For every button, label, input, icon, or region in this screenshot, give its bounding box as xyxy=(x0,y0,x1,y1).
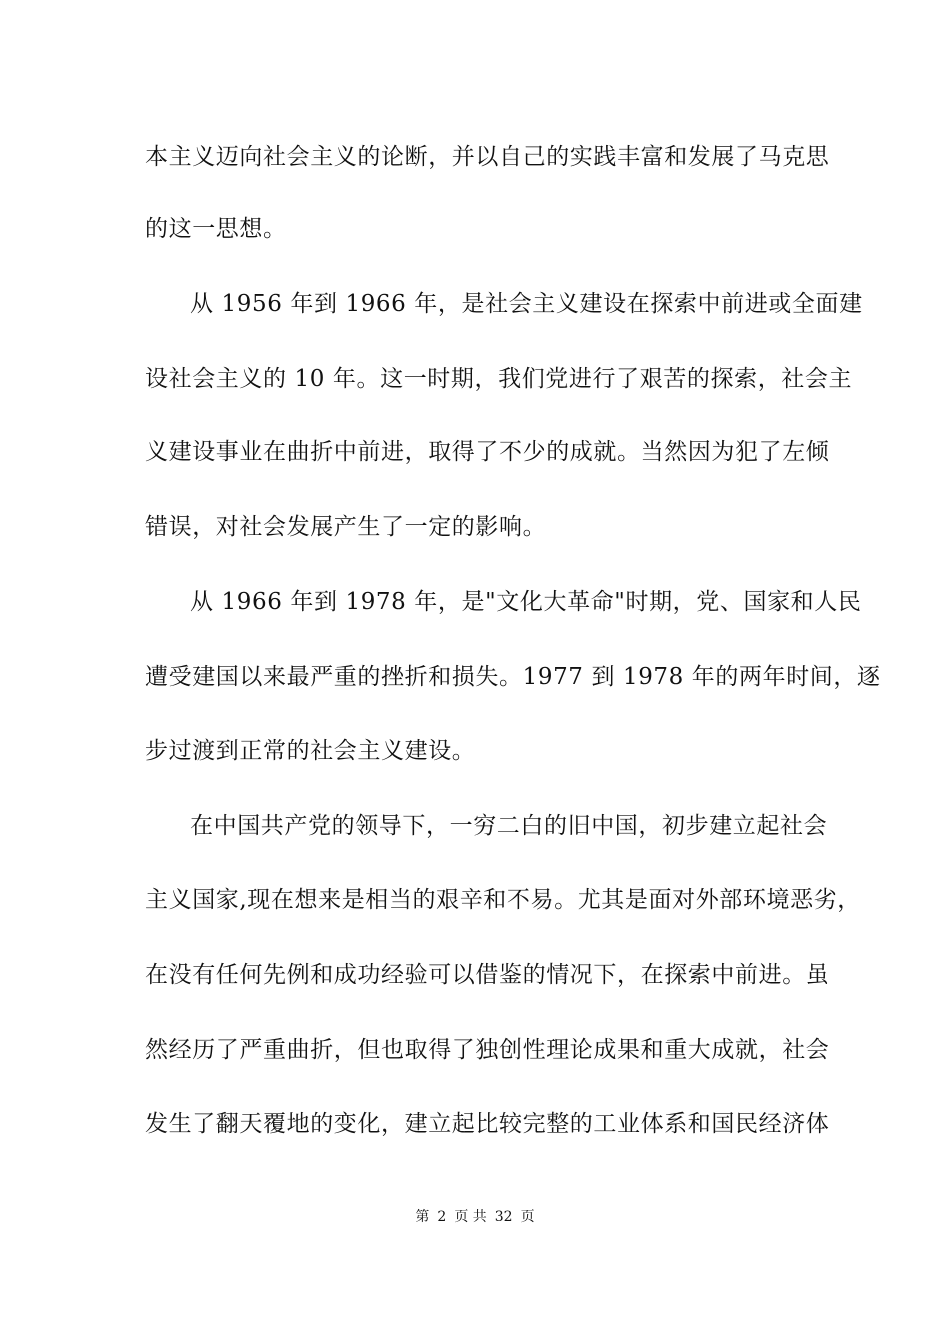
footer-suffix: 页 xyxy=(520,1209,535,1225)
text-line: 遭受建国以来最严重的挫折和损失。1977 到 1978 年的两年时间，逐 xyxy=(145,664,881,690)
total-pages-number: 32 xyxy=(494,1209,513,1225)
page-footer xyxy=(0,1208,950,1226)
text-line: 错误，对社会发展产生了一定的影响。 xyxy=(145,514,547,540)
text-line: 发生了翻天覆地的变化，建立起比较完整的工业体系和国民经济体 xyxy=(145,1111,830,1137)
paragraph-first-line: 在中国共产党的领导下，一穷二白的旧中国，初步建立起社会 xyxy=(190,813,828,839)
current-page-number: 2 xyxy=(437,1209,447,1225)
paragraph-first-line: 从 1956 年到 1966 年，是社会主义建设在探索中前进或全面建 xyxy=(190,291,863,317)
text-line: 步过渡到正常的社会主义建设。 xyxy=(145,738,476,764)
text-line: 的这一思想。 xyxy=(145,216,287,242)
text-line: 本主义迈向社会主义的论断，并以自己的实践丰富和发展了马克思 xyxy=(145,144,830,170)
text-line: 义建设事业在曲折中前进，取得了不少的成就。当然因为犯了左倾 xyxy=(145,439,830,465)
text-line: 在没有任何先例和成功经验可以借鉴的情况下，在探索中前进。虽 xyxy=(145,962,830,988)
text-line: 主义国家,现在想来是相当的艰辛和不易。尤其是面对外部环境恶劣， xyxy=(145,887,861,913)
footer-prefix: 第 xyxy=(415,1209,430,1225)
text-line: 设社会主义的 10 年。这一时期，我们党进行了艰苦的探索，社会主 xyxy=(145,366,853,392)
footer-middle: 页 共 xyxy=(454,1209,487,1225)
text-line: 然经历了严重曲折，但也取得了独创性理论成果和重大成就，社会 xyxy=(145,1037,830,1063)
paragraph-first-line: 从 1966 年到 1978 年，是"文化大革命"时期，党、国家和人民 xyxy=(190,589,862,615)
